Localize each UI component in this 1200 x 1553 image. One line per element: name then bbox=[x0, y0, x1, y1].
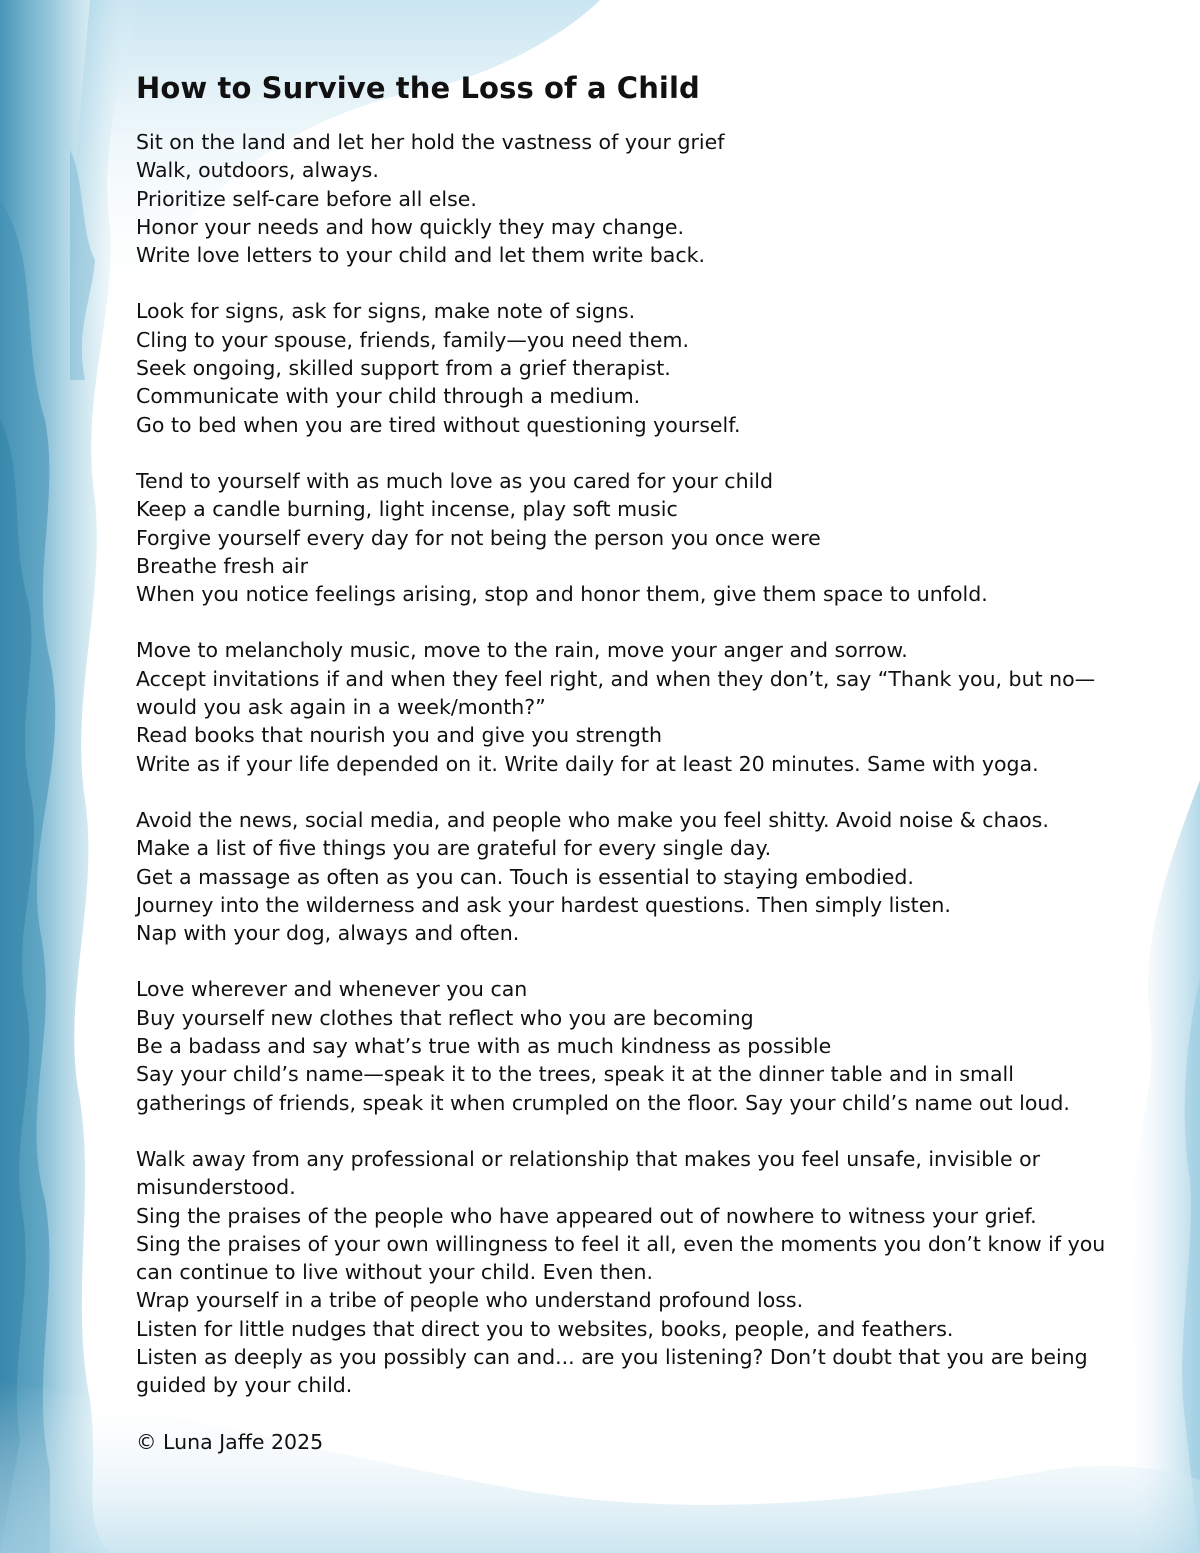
stanza bbox=[136, 297, 1116, 438]
copyright-notice: © Luna Jaffe 2025 bbox=[136, 1429, 324, 1454]
poem-line: Go to bed when you are tired without questioning yourself. bbox=[136, 412, 741, 437]
poem-line: Read books that nourish you and give you strength bbox=[136, 723, 662, 748]
poem-line: Buy yourself new clothes that reflect who you are becoming bbox=[136, 1005, 754, 1030]
poem-line: Sing the praises of the people who have appeared out of nowhere to witness your grief. bbox=[136, 1203, 1037, 1228]
stanza bbox=[136, 467, 1116, 608]
poem-line: Cling to your spouse, friends, family—you need them. bbox=[136, 327, 689, 352]
poem-line: Accept invitations if and when they feel right, and when they don’t, say “Thank you, but no—would you ask again in a week/month?” bbox=[136, 666, 1096, 720]
poem-line: Look for signs, ask for signs, make note of signs. bbox=[136, 299, 636, 324]
poem-line: Move to melancholy music, move to the rain, move your anger and sorrow. bbox=[136, 638, 908, 663]
poem-line: Keep a candle burning, light incense, play soft music bbox=[136, 497, 678, 522]
poem-line: Nap with your dog, always and often. bbox=[136, 921, 520, 946]
poem-line: Write as if your life depended on it. Write daily for at least 20 minutes. Same with yoga. bbox=[136, 751, 1039, 776]
poem-line: Walk away from any professional or relationship that makes you feel unsafe, invisible or misunderstood. bbox=[136, 1146, 1041, 1200]
poem-line: Sit on the land and let her hold the vastness of your grief bbox=[136, 130, 725, 154]
poem-line: Write love letters to your child and let them write back. bbox=[136, 243, 706, 268]
poem-line: When you notice feelings arising, stop and honor them, give them space to unfold. bbox=[136, 582, 988, 607]
poem-line: Make a list of five things you are grateful for every single day. bbox=[136, 836, 772, 861]
poem-line: Sing the praises of your own willingness to feel it all, even the moments you don’t know if you can continue to live without your child. Even then. bbox=[136, 1231, 1106, 1285]
poem-line: Wrap yourself in a tribe of people who understand profound loss. bbox=[136, 1288, 804, 1313]
poem-line: Get a massage as often as you can. Touch is essential to staying embodied. bbox=[136, 864, 914, 889]
poem-line: Be a badass and say what’s true with as much kindness as possible bbox=[136, 1034, 832, 1059]
stanza bbox=[136, 975, 1116, 1116]
poem-line: Listen for little nudges that direct you to websites, books, people, and feathers. bbox=[136, 1316, 954, 1341]
poem-line: Say your child’s name—speak it to the trees, speak it at the dinner table and in small gatherings of friends, speak it when crumpled on the floor. Say your child’s name out loud. bbox=[136, 1062, 1070, 1115]
poem-line: Avoid the news, social media, and people who make you feel shitty. Avoid noise & chaos. bbox=[136, 807, 1049, 832]
poem-line: Forgive yourself every day for not being the person you once were bbox=[136, 525, 821, 550]
poem-line: Communicate with your child through a medium. bbox=[136, 384, 641, 409]
stanza bbox=[136, 636, 1116, 777]
poem-body bbox=[136, 128, 1116, 1400]
poem-line: Listen as deeply as you possibly can and... are you listening? Don’t doubt that you are being guided by your child. bbox=[136, 1344, 1088, 1398]
poem-line: Breathe fresh air bbox=[136, 553, 309, 578]
poem-line: Journey into the wilderness and ask your hardest questions. Then simply listen. bbox=[136, 892, 951, 917]
stanza bbox=[136, 806, 1116, 947]
poem-line: Seek ongoing, skilled support from a grief therapist. bbox=[136, 356, 671, 381]
poem-line: Love wherever and whenever you can bbox=[136, 977, 528, 1002]
poem-line: Walk, outdoors, always. bbox=[136, 158, 379, 183]
poem-page bbox=[136, 62, 1116, 1456]
page-title: How to Survive the Loss of a Child bbox=[136, 71, 700, 105]
poem-line: Prioritize self-care before all else. bbox=[136, 186, 477, 211]
stanza bbox=[136, 1145, 1116, 1400]
poem-line: Tend to yourself with as much love as you cared for your child bbox=[136, 468, 773, 493]
stanza bbox=[136, 128, 1116, 269]
poem-line: Honor your needs and how quickly they may change. bbox=[136, 214, 684, 239]
